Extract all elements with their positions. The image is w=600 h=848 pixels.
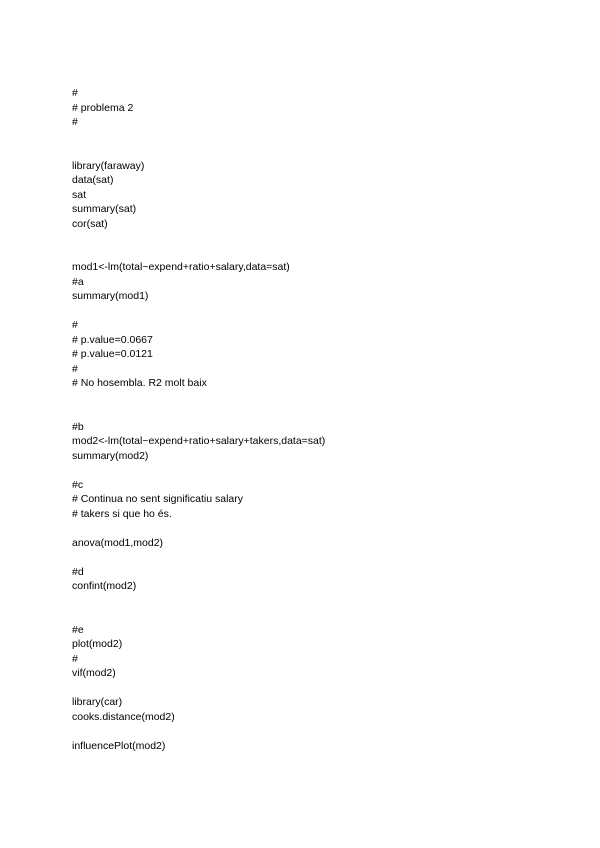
script-line: # [72, 87, 78, 99]
script-line: # Continua no sent significatiu salary [72, 493, 244, 505]
script-line: influencePlot(mod2) [72, 739, 166, 752]
script-line: summary(mod1) [72, 290, 149, 302]
script-line: library(car) [72, 696, 123, 708]
script-line: cooks.distance(mod2) [72, 710, 175, 723]
script-line: sat [72, 188, 87, 201]
script-line: summary(mod2) [72, 449, 149, 462]
script-line: #d [72, 565, 84, 578]
script-text [72, 86, 552, 753]
script-line: # No hosembla. R2 molt baix [72, 377, 207, 389]
script-line [72, 724, 552, 739]
script-line: anova(mod1,mod2) [72, 536, 164, 549]
script-line: mod1<-lm(total~expend+ratio+salary,data=sat) [72, 261, 290, 273]
script-line: # [72, 652, 78, 665]
script-line: cor(sat) [72, 217, 108, 230]
script-line [72, 144, 552, 159]
script-line [72, 594, 552, 609]
script-line [72, 521, 552, 536]
script-line: data(sat) [72, 174, 114, 186]
script-line: # p.value=0.0121 [72, 348, 153, 360]
script-line: # [72, 362, 78, 375]
script-line [72, 608, 552, 623]
script-line [72, 681, 552, 696]
script-line: # [72, 319, 78, 331]
script-line: vif(mod2) [72, 667, 116, 679]
script-line [72, 463, 552, 478]
script-line: mod2<-lm(total~expend+ratio+salary+takers,data=sat) [72, 435, 326, 447]
script-line [72, 391, 552, 406]
script-line [72, 304, 552, 319]
script-line [72, 231, 552, 246]
script-line: #a [72, 275, 84, 288]
script-line: # p.value=0.0667 [72, 333, 153, 346]
script-line: summary(sat) [72, 203, 137, 215]
script-line [72, 405, 552, 420]
script-line: # problema 2 [72, 101, 134, 114]
script-line [72, 550, 552, 565]
script-line [72, 246, 552, 261]
script-line: plot(mod2) [72, 638, 123, 650]
script-line: confint(mod2) [72, 580, 137, 592]
script-line: # [72, 116, 78, 128]
script-line [72, 130, 552, 145]
script-line: library(faraway) [72, 159, 145, 172]
script-line: #e [72, 623, 84, 636]
script-line: # takers si que ho és. [72, 507, 172, 520]
script-line: #b [72, 420, 84, 433]
script-line: #c [72, 478, 84, 491]
